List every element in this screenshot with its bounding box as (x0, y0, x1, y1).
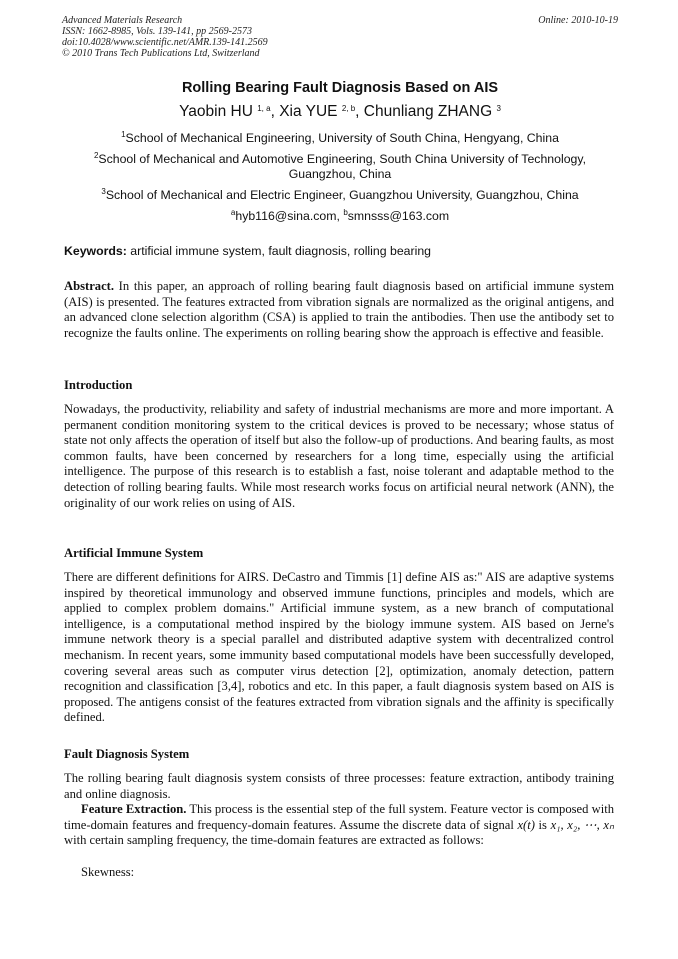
doi-line: doi:10.4028/www.scientific.net/AMR.139-141.2569 (62, 37, 268, 48)
affil-text: School of Mechanical and Automotive Engineering, South China University of Technology, Guangzhou, China (98, 152, 587, 181)
email-b: smnsss@163.com (347, 209, 450, 223)
section-heading-introduction: Introduction (64, 378, 133, 392)
keywords-label: Keywords: (64, 244, 127, 258)
copyright-line: © 2010 Trans Tech Publications Ltd, Switzerland (62, 48, 260, 59)
affil-mark: 3 (101, 187, 106, 196)
online-date: Online: 2010-10-19 (538, 15, 618, 26)
author-affil-mark: 2, b (341, 104, 356, 113)
affil-mark: 2 (93, 151, 99, 160)
affil-text: School of Mechanical and Electric Engineer, Guangzhou University, Guangzhou, China (105, 188, 579, 202)
author-line (62, 103, 618, 121)
fault-diagnosis-text: The rolling bearing fault diagnosis system consists of three processes: feature extraction, antibody training and online diagnosis. (64, 771, 614, 801)
feature-extraction-label: Feature Extraction. (81, 802, 187, 816)
feature-extraction-text (64, 802, 614, 849)
email-line (62, 209, 618, 224)
email-mark: a (230, 208, 236, 217)
paper-title: Rolling Bearing Fault Diagnosis Based on AIS (181, 80, 499, 96)
section-heading-fault-diagnosis: Fault Diagnosis System (64, 747, 190, 761)
email-a: hyb116@sina.com, (235, 209, 344, 223)
author-affil-mark: 3 (496, 104, 501, 113)
fe-text-3: with certain sampling frequency, the time-domain features are extracted as follows: (64, 833, 484, 848)
author-separator: , (270, 103, 280, 120)
introduction-text: Nowadays, the productivity, reliability and safety of industrial mechanisms are more and more important. A permanent condition monitoring system to the critical devices is proved to be necessary; whose status of state not only affects the operation of itself but also the follow-up of productions. And bearing faults, as most common faults, have been concerned by researchers for a long time, especially using the artificial intelligence. The purpose of this research is to establish a fast, noise tolerant and adaptable method to the detection of rolling bearing faults. While most research works focus on artificial neural network (ANN), the originality of our work relies on using of AIS. (64, 402, 614, 510)
affiliation-1 (62, 131, 618, 146)
author-affil-mark: 1, a (257, 104, 271, 113)
abstract-label: Abstract. (64, 279, 115, 293)
author-name: Xia YUE (279, 103, 338, 120)
keywords-text: artificial immune system, fault diagnosis, rolling bearing (126, 244, 432, 258)
fe-text-1: This process is the essential step of the full system. Feature vector is composed with time-domain features and frequency-domain features. Assume the discrete data of signal (64, 802, 614, 832)
ais-text: There are different definitions for AIRS. DeCastro and Timmis [1] define AIS as:" AIS are adaptive systems inspired by theoretical immunology and observed immune functions, principles and models, which are applied to complex problem domains." Artificial immune system, as a new branch of computational intelligence, is a computational method inspired by the biology immune system. AIS based on Jerne's immune network theory is a special parallel and distributed adaptive system with decentralized control mechanism. In recent years, some immunity based computational models have been successfully developed, covering several areas such as computer virus detection [2], optimization, anomaly detection, pattern recognition and classification [3,4], robotics and etc. In this paper, a fault diagnosis system based on AIS is proposed. The antigens consist of the features extracted from vibration signals and the affinity is specifically defined. (64, 570, 614, 725)
affiliation-3 (62, 188, 618, 203)
journal-header (62, 15, 618, 59)
affiliation-2 (80, 152, 600, 182)
affil-mark: 1 (121, 130, 126, 139)
section-heading-ais: Artificial Immune System (64, 546, 204, 560)
fe-math-sequence: x₁, x₂, ⋯, xₙ (550, 817, 615, 832)
affil-text: School of Mechanical Engineering, University of South China, Hengyang, China (125, 131, 559, 145)
abstract (64, 279, 614, 341)
author-name: Yaobin HU (179, 103, 253, 120)
issn-line: ISSN: 1662-8985, Vols. 139-141, pp 2569-2573 (62, 26, 252, 37)
fe-text-2: is (534, 817, 551, 832)
fe-math-signal: x(t) (517, 817, 535, 832)
author-separator: , (355, 103, 364, 120)
email-mark: b (343, 208, 348, 217)
keywords (64, 244, 618, 258)
abstract-text: In this paper, an approach of rolling bearing fault diagnosis based on artificial immune system (AIS) is presented. The features extracted from vibration signals are normalized as the original antigens, and an advanced clone selection algorithm (CSA) is applied to train the antibodies. Then use the antibody set to recognize the faults online. The experiments on rolling bearing show the approach is effective and feasible. (64, 279, 614, 340)
journal-name: Advanced Materials Research (62, 15, 183, 26)
skewness-label: Skewness: (81, 865, 135, 879)
author-name: Chunliang ZHANG (363, 103, 493, 120)
